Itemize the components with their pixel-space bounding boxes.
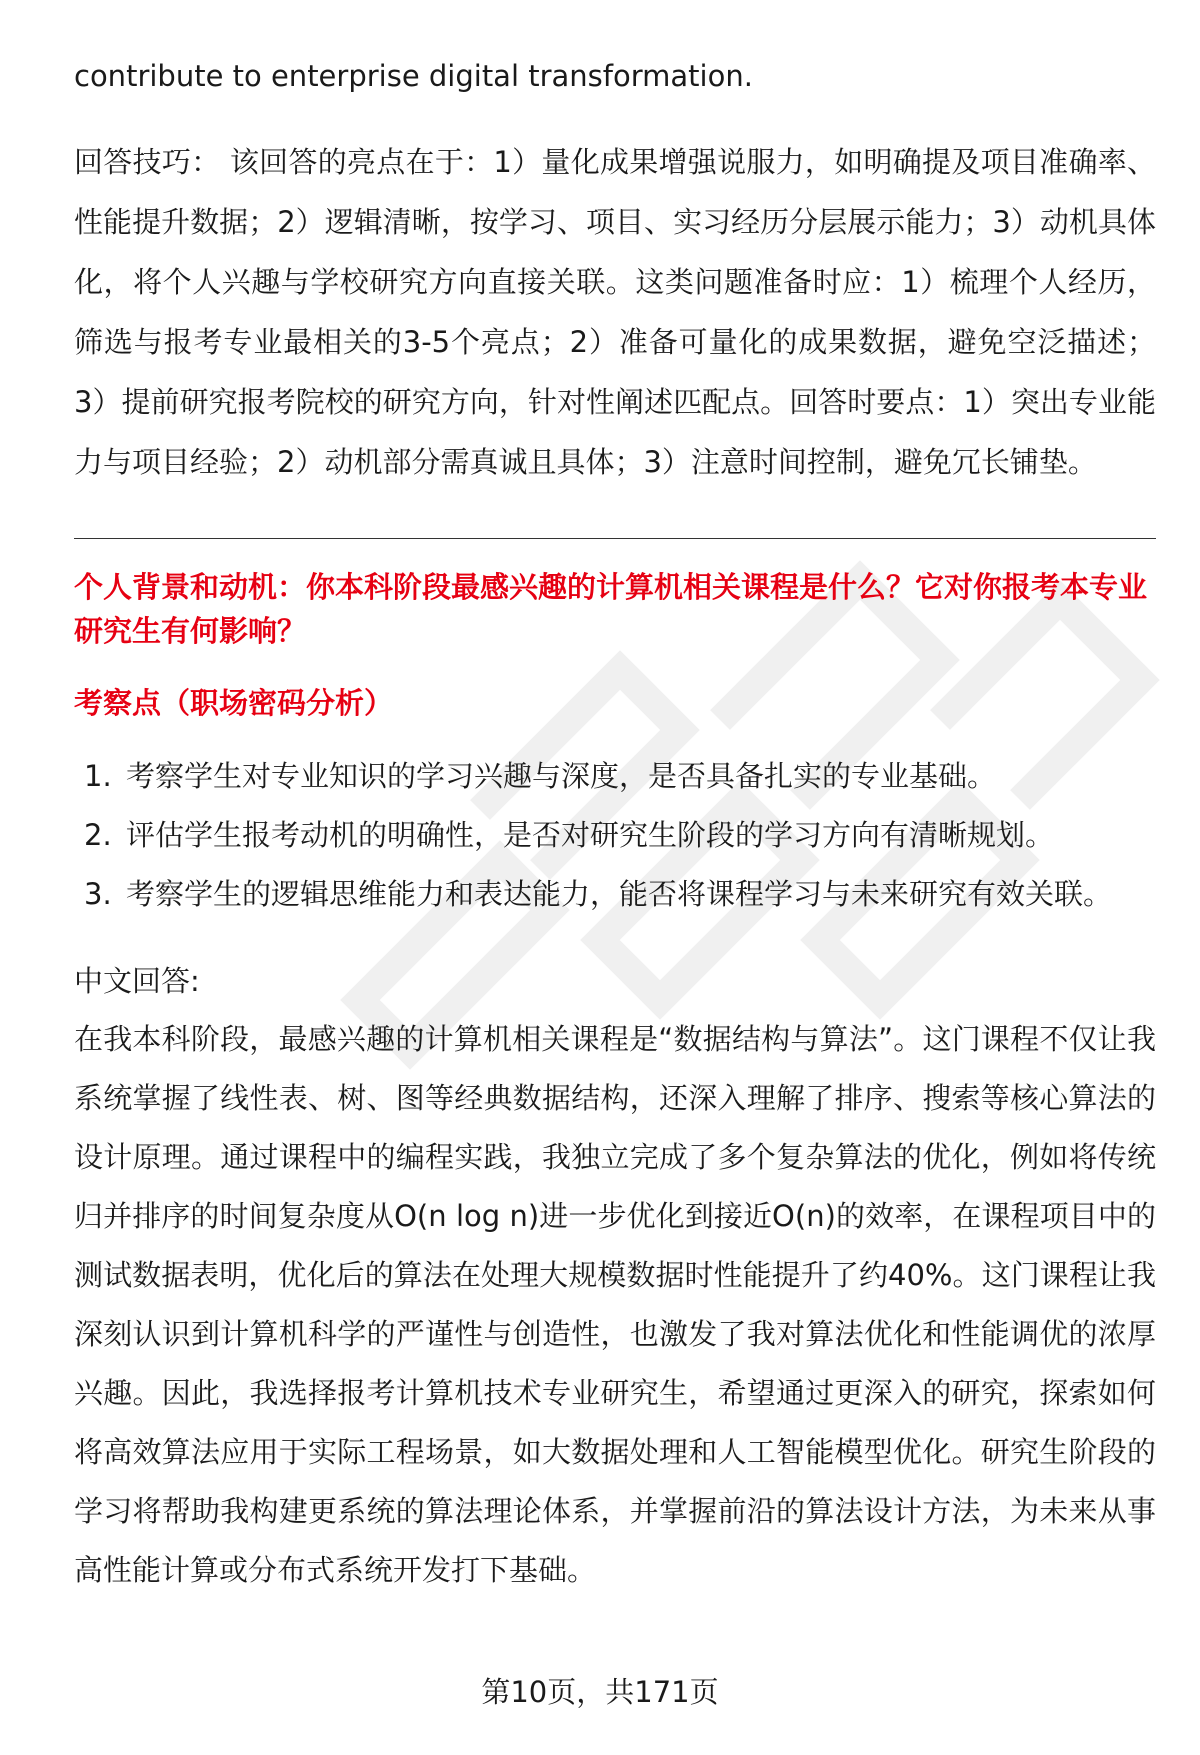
assessment-heading: 考察点（职场密码分析）	[74, 686, 394, 720]
question-title: 个人背景和动机：你本科阶段最感兴趣的计算机相关课程是什么？它对你报考本专业研究生有何影响？	[74, 570, 1148, 648]
chinese-answer-label: 中文回答:	[74, 964, 200, 998]
list-number: 1.	[84, 759, 112, 793]
list-item	[84, 865, 1156, 924]
list-text: 考察学生的逻辑思维能力和表达能力，能否将课程学习与未来研究有效关联。	[126, 877, 1113, 911]
list-item	[84, 806, 1156, 865]
list-text: 考察学生对专业知识的学习兴趣与深度，是否具备扎实的专业基础。	[126, 759, 997, 793]
answer-tips: 回答技巧： 该回答的亮点在于：1）量化成果增强说服力，如明确提及项目准确率、性能提升数据；2）逻辑清晰，按学习、项目、实习经历分层展示能力；3）动机具体化，将个人兴趣与学校研究方向直接关联。这类问题准备时应：1）梳理个人经历，筛选与报考专业最相关的3-5个亮点；2）准备可量化的成果数据，避免空泛描述；3）提前研究报考院校的研究方向，针对性阐述匹配点。回答时要点：1）突出专业能力与项目经验；2）动机部分需真诚且具体；3）注意时间控制，避免冗长铺垫。	[74, 145, 1156, 479]
chinese-answer-body: 在我本科阶段，最感兴趣的计算机相关课程是“数据结构与算法”。这门课程不仅让我系统掌握了线性表、树、图等经典数据结构，还深入理解了排序、搜索等核心算法的设计原理。通过课程中的编程实践，我独立完成了多个复杂算法的优化，例如将传统归并排序的时间复杂度从O(n log n)进一步优化到接近O(n)的效率，在课程项目中的测试数据表明，优化后的算法在处理大规模数据时性能提升了约40%。这门课程让我深刻认识到计算机科学的严谨性与创造性，也激发了我对算法优化和性能调优的浓厚兴趣。因此，我选择报考计算机技术专业研究生，希望通过更深入的研究，探索如何将高效算法应用于实际工程场景，如大数据处理和人工智能模型优化。研究生阶段的学习将帮助我构建更系统的算法理论体系，并掌握前沿的算法设计方法，为未来从事高性能计算或分布式系统开发打下基础。	[74, 1022, 1156, 1587]
list-number: 3.	[84, 877, 112, 911]
section-divider	[74, 538, 1156, 539]
previous-answer-tail: contribute to enterprise digital transformation.	[74, 59, 753, 93]
list-text: 评估学生报考动机的明确性，是否对研究生阶段的学习方向有清晰规划。	[126, 818, 1055, 852]
page-number: 第10页，共171页	[481, 1675, 719, 1709]
list-item	[84, 747, 1156, 806]
content	[74, 56, 1156, 1600]
watermark-text: 职场密码出品	[720, 852, 780, 863]
list-number: 2.	[84, 818, 112, 852]
assessment-points	[74, 747, 1156, 924]
